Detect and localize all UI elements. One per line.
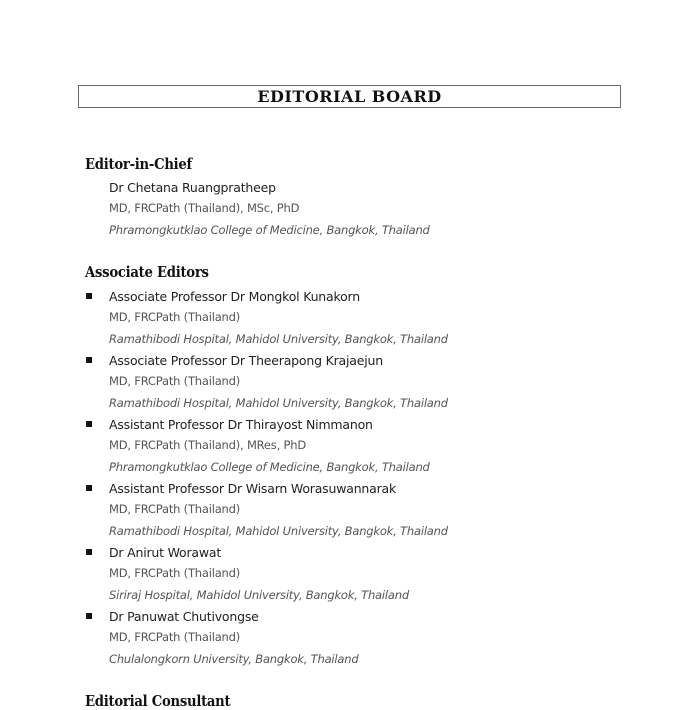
page-title: EDITORIAL BOARD: [257, 87, 442, 106]
member-institution: Ramathibodi Hospital, Mahidol University, Bangkok, Thailand: [109, 523, 448, 538]
member-name: Dr Chetana Ruangpratheep: [109, 180, 276, 195]
member-name: Assistant Professor Dr Thirayost Nimmanon: [109, 417, 373, 432]
square-bullet-icon: [86, 613, 92, 619]
associate-editor-entry: [109, 542, 409, 606]
square-bullet-icon: [86, 293, 92, 299]
member-name: Dr Anirut Worawat: [109, 545, 222, 560]
member-institution: Phramongkutklao College of Medicine, Bangkok, Thailand: [109, 222, 430, 237]
member-institution: Siriraj Hospital, Mahidol University, Bangkok, Thailand: [109, 587, 409, 602]
member-name: Assistant Professor Dr Wisarn Worasuwannarak: [109, 481, 397, 496]
associate-editors-heading: Associate Editors: [85, 263, 209, 281]
associate-editor-entry: [109, 606, 358, 670]
associate-editor-entry: [109, 350, 448, 414]
member-qualifications: MD, FRCPath (Thailand): [109, 630, 241, 645]
square-bullet-icon: [86, 421, 92, 427]
member-name: Associate Professor Dr Theerapong Krajaejun: [109, 353, 383, 368]
editor-in-chief-entry: [109, 177, 430, 241]
member-qualifications: MD, FRCPath (Thailand): [109, 502, 241, 517]
associate-editor-entry: [109, 286, 448, 350]
square-bullet-icon: [86, 357, 92, 363]
member-institution: Chulalongkorn University, Bangkok, Thailand: [109, 651, 359, 666]
member-institution: Ramathibodi Hospital, Mahidol University, Bangkok, Thailand: [109, 395, 448, 410]
editor-in-chief-heading: Editor-in-Chief: [85, 155, 192, 173]
editorial-board-title-box: [78, 85, 621, 108]
member-name: Associate Professor Dr Mongkol Kunakorn: [109, 289, 360, 304]
square-bullet-icon: [86, 549, 92, 555]
square-bullet-icon: [86, 485, 92, 491]
member-qualifications: MD, FRCPath (Thailand), MRes, PhD: [109, 438, 306, 453]
member-qualifications: MD, FRCPath (Thailand), MSc, PhD: [109, 201, 300, 216]
associate-editor-entry: [109, 478, 448, 542]
member-name: Dr Panuwat Chutivongse: [109, 609, 259, 624]
member-institution: Phramongkutklao College of Medicine, Bangkok, Thailand: [109, 459, 430, 474]
member-qualifications: MD, FRCPath (Thailand): [109, 310, 241, 325]
member-qualifications: MD, FRCPath (Thailand): [109, 374, 241, 389]
associate-editor-entry: [109, 414, 430, 478]
member-qualifications: MD, FRCPath (Thailand): [109, 566, 241, 581]
editorial-consultant-heading: Editorial Consultant: [85, 692, 231, 710]
member-institution: Ramathibodi Hospital, Mahidol University, Bangkok, Thailand: [109, 331, 448, 346]
